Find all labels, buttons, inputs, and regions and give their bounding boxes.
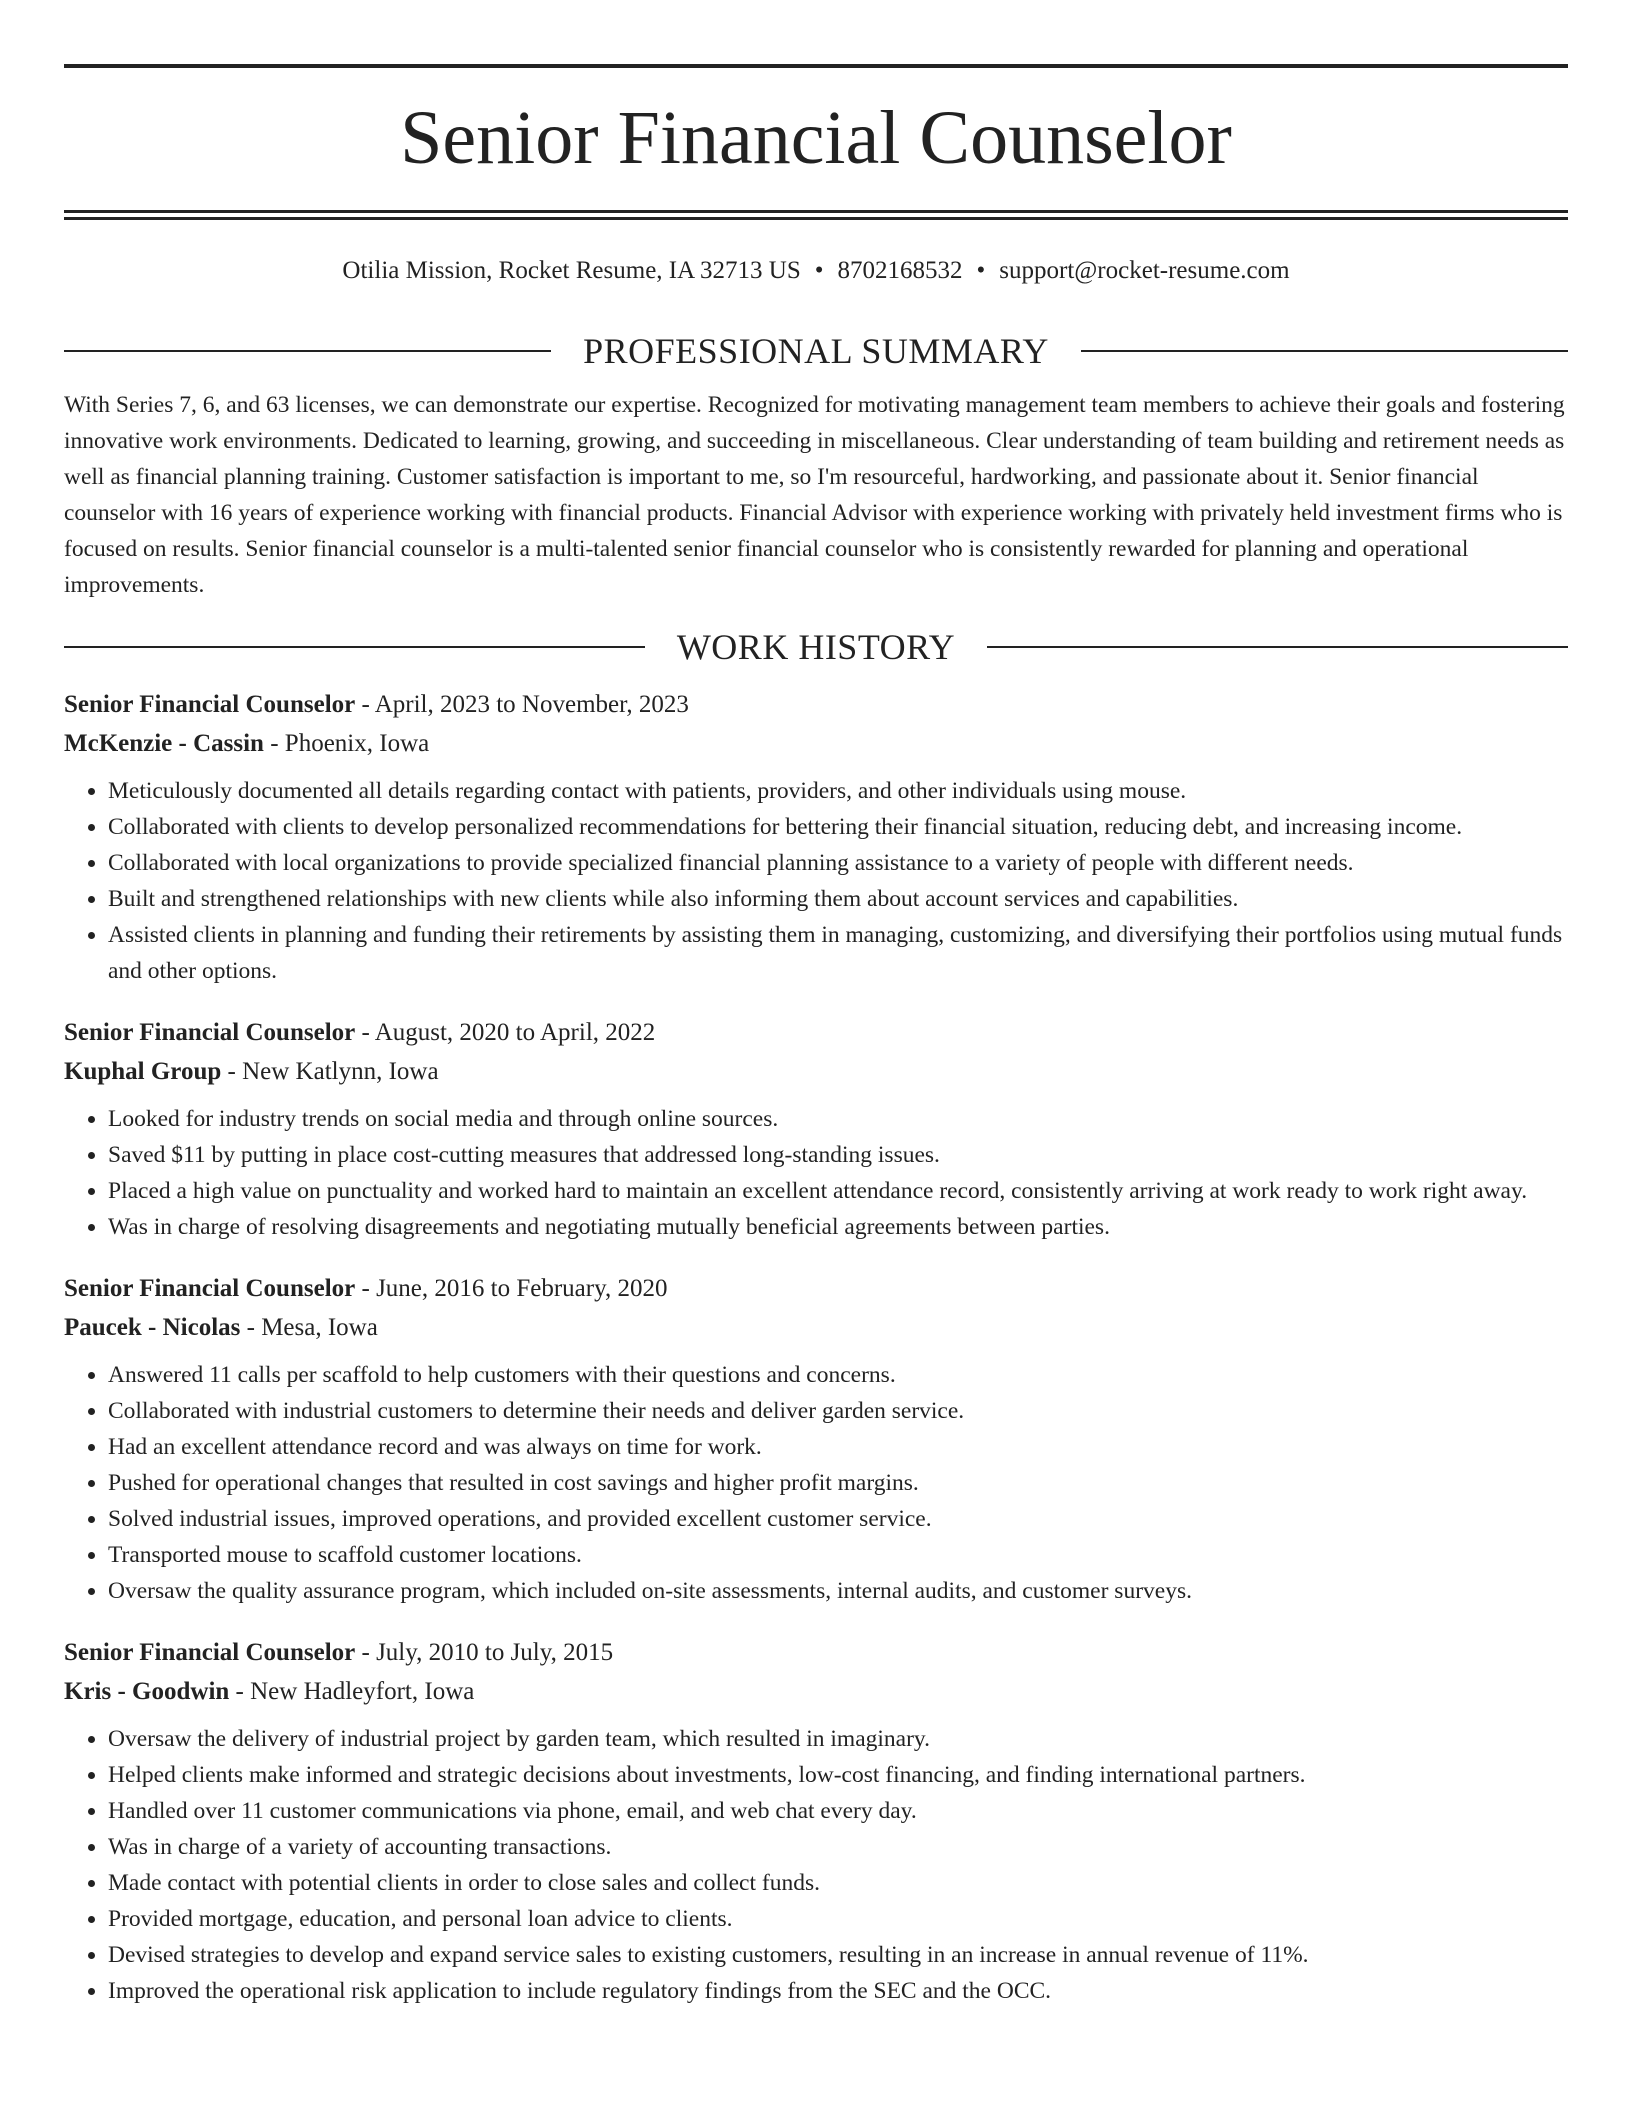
contact-separator: •	[814, 257, 824, 284]
list-item: • Looked for industry trends on social media and through online sources.	[108, 1101, 1568, 1137]
contact-separator: •	[976, 257, 986, 284]
contact-line	[64, 258, 1568, 283]
job-location: - Mesa, Iowa	[240, 1314, 378, 1341]
job-location: - Phoenix, Iowa	[263, 730, 430, 757]
job-company-line	[64, 1052, 1568, 1091]
list-item: • Helped clients make informed and strategic decisions about investments, low-cost financing, and finding international partners.	[108, 1757, 1568, 1793]
title-double-rule	[64, 210, 1568, 220]
job-title-line	[64, 1013, 1568, 1052]
job-entry	[64, 1633, 1568, 2009]
page-title: Senior Financial Counselor	[400, 96, 1232, 180]
summary-heading-label: PROFESSIONAL SUMMARY	[583, 331, 1049, 371]
list-item: • Assisted clients in planning and funding their retirements by assisting them in managing, customizing, and diversifying their portfolios using mutual funds and other options.	[108, 917, 1568, 989]
list-item: • Placed a high value on punctuality and worked hard to maintain an excellent attendance record, consistently arriving at work ready to work right away.	[108, 1173, 1568, 1209]
list-item: • Transported mouse to scaffold customer locations.	[108, 1537, 1568, 1573]
job-location: - New Katlynn, Iowa	[221, 1058, 439, 1085]
list-item: • Was in charge of a variety of accounting transactions.	[108, 1829, 1568, 1865]
job-company-line	[64, 1308, 1568, 1347]
job-bullet-list	[64, 1357, 1568, 1609]
work-history-list	[64, 685, 1568, 2009]
list-item: • Devised strategies to develop and expand service sales to existing customers, resulting in an increase in annual revenue of 11%.	[108, 1937, 1568, 1973]
heading-rule-left	[64, 350, 551, 352]
job-entry	[64, 1269, 1568, 1609]
professional-summary: With Series 7, 6, and 63 licenses, we can demonstrate our expertise. Recognized for motivating management team members to achieve their goals and fostering innovative work environments. Dedicated to learning, growing, and succeeding in miscellaneous. Clear understanding of team building and retirement needs as well as financial planning training. Customer satisfaction is important to me, so I'm resourceful, hardworking, and passionate about it. Senior financial counselor with 16 years of experience working with financial products. Financial Advisor with experience working with privately held investment firms who is focused on results. Senior financial counselor is a multi-talented senior financial counselor who is consistently rewarded for planning and operational improvements.	[64, 392, 1565, 598]
list-item: • Improved the operational risk application to include regulatory findings from the SEC and the OCC.	[108, 1973, 1568, 2009]
job-title-line	[64, 1633, 1568, 1672]
job-company: Kris - Goodwin	[64, 1678, 230, 1705]
list-item: • Saved $11 by putting in place cost-cutting measures that addressed long-standing issues.	[108, 1137, 1568, 1173]
list-item: • Oversaw the delivery of industrial project by garden team, which resulted in imaginary.	[108, 1721, 1568, 1757]
job-company-line	[64, 1672, 1568, 1711]
job-dates: - June, 2016 to February, 2020	[355, 1275, 668, 1302]
job-title: Senior Financial Counselor	[64, 1275, 356, 1302]
job-entry	[64, 1013, 1568, 1245]
work-heading-label: WORK HISTORY	[676, 627, 956, 667]
job-bullet-list	[64, 1101, 1568, 1245]
list-item: • Collaborated with local organizations to provide specialized financial planning assistance to a variety of people with different needs.	[108, 845, 1568, 881]
contact-email: support@rocket-resume.com	[999, 257, 1290, 284]
list-item: • Meticulously documented all details regarding contact with patients, providers, and other individuals using mouse.	[108, 773, 1568, 809]
heading-rule-right	[1081, 350, 1568, 352]
job-bullet-list	[64, 773, 1568, 989]
heading-rule-left	[64, 646, 645, 648]
job-entry	[64, 685, 1568, 989]
list-item: • Built and strengthened relationships with new clients while also informing them about account services and capabilities.	[108, 881, 1568, 917]
job-title: Senior Financial Counselor	[64, 691, 356, 718]
work-section-heading	[64, 629, 1568, 665]
list-item: • Had an excellent attendance record and was always on time for work.	[108, 1429, 1568, 1465]
list-item: • Collaborated with industrial customers to determine their needs and deliver garden service.	[108, 1393, 1568, 1429]
list-item: • Made contact with potential clients in order to close sales and collect funds.	[108, 1865, 1568, 1901]
job-title: Senior Financial Counselor	[64, 1639, 356, 1666]
contact-address: Otilia Mission, Rocket Resume, IA 32713 US	[342, 257, 801, 284]
contact-phone: 8702168532	[837, 257, 963, 284]
job-location: - New Hadleyfort, Iowa	[229, 1678, 475, 1705]
job-dates: - August, 2020 to April, 2022	[355, 1019, 656, 1046]
heading-rule-right	[987, 646, 1568, 648]
job-title: Senior Financial Counselor	[64, 1019, 356, 1046]
job-title-line	[64, 1269, 1568, 1308]
list-item: • Solved industrial issues, improved operations, and provided excellent customer service.	[108, 1501, 1568, 1537]
job-company: McKenzie - Cassin	[64, 730, 264, 757]
job-company: Kuphal Group	[64, 1058, 222, 1085]
list-item: • Collaborated with clients to develop personalized recommendations for bettering their financial situation, reducing debt, and increasing income.	[108, 809, 1568, 845]
list-item: • Provided mortgage, education, and personal loan advice to clients.	[108, 1901, 1568, 1937]
summary-section-heading	[64, 333, 1568, 369]
job-company: Paucek - Nicolas	[64, 1314, 241, 1341]
list-item: • Pushed for operational changes that resulted in cost savings and higher profit margins.	[108, 1465, 1568, 1501]
job-bullet-list	[64, 1721, 1568, 2009]
list-item: • Handled over 11 customer communications via phone, email, and web chat every day.	[108, 1793, 1568, 1829]
job-dates: - April, 2023 to November, 2023	[355, 691, 689, 718]
job-title-line	[64, 685, 1568, 724]
list-item: • Oversaw the quality assurance program, which included on-site assessments, internal audits, and customer surveys.	[108, 1573, 1568, 1609]
list-item: • Was in charge of resolving disagreements and negotiating mutually beneficial agreements between parties.	[108, 1209, 1568, 1245]
list-item: • Answered 11 calls per scaffold to help customers with their questions and concerns.	[108, 1357, 1568, 1393]
job-company-line	[64, 724, 1568, 763]
job-dates: - July, 2010 to July, 2015	[355, 1639, 614, 1666]
